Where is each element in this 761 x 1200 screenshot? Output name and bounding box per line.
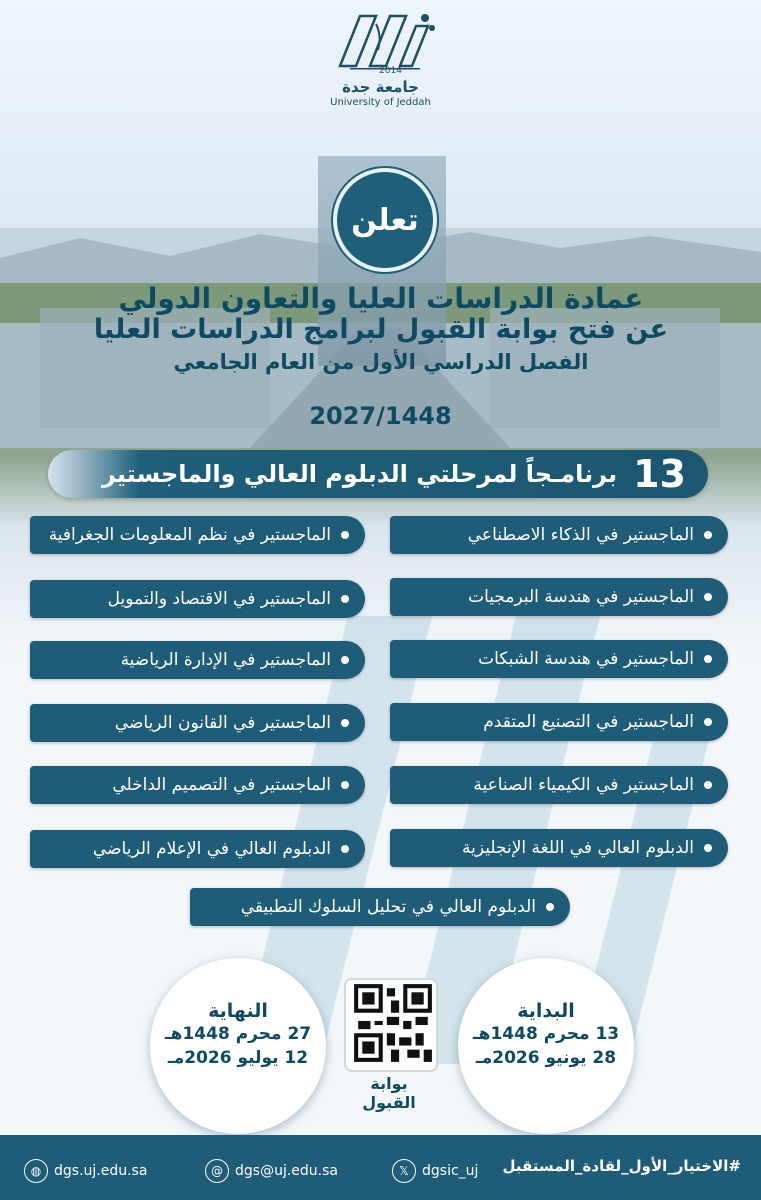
- program-label: الماجستير في القانون الرياضي: [114, 713, 331, 733]
- program-label: الماجستير في الكيمياء الصناعية: [473, 775, 694, 795]
- program-item: [390, 516, 728, 554]
- program-item-center: [190, 888, 570, 926]
- headline-line2: عن فتح بوابة القبول لبرامج الدراسات العليا: [93, 314, 669, 345]
- program-label: الماجستير في التصنيع المتقدم: [483, 712, 694, 732]
- globe-icon: ◍: [24, 1159, 48, 1183]
- program-item: [30, 516, 365, 554]
- end-date-circle: [150, 958, 326, 1134]
- x-twitter-icon: 𝕏: [392, 1159, 416, 1183]
- bullet-icon: [704, 531, 712, 539]
- program-item: [30, 580, 365, 618]
- website-url: dgs.uj.edu.sa: [54, 1163, 148, 1179]
- program-label: الدبلوم العالي في تحليل السلوك التطبيقي: [240, 897, 536, 917]
- program-item: [30, 766, 365, 804]
- program-item: [390, 640, 728, 678]
- program-label: الدبلوم العالي في الإعلام الرياضي: [92, 839, 331, 859]
- start-hijri: 13 محرم 1448هـ: [472, 1024, 620, 1044]
- bullet-icon: [704, 781, 712, 789]
- bullet-icon: [341, 531, 349, 539]
- qr-label: بوابة القبول: [362, 1074, 416, 1112]
- program-label: الماجستير في التصميم الداخلي: [112, 775, 331, 795]
- banner-text: برنامـجاً لمرحلتي الدبلوم العالي والماجستير: [102, 460, 618, 488]
- program-label: الماجستير في هندسة الشبكات: [478, 649, 694, 669]
- end-hijri: 27 محرم 1448هـ: [164, 1024, 312, 1044]
- qr-code-icon: [350, 980, 436, 1066]
- bullet-icon: [704, 718, 712, 726]
- email-address: dgs@uj.edu.sa: [235, 1163, 338, 1179]
- twitter-handle: dgsic_uj: [422, 1163, 479, 1179]
- headline-line3: الفصل الدراسي الأول من العام الجامعي: [173, 350, 589, 374]
- program-label: الماجستير في هندسة البرمجيات: [468, 587, 694, 607]
- programs-banner: [48, 450, 708, 498]
- email-link[interactable]: [205, 1159, 338, 1183]
- program-label: الماجستير في الإدارة الرياضية: [120, 650, 331, 670]
- program-item: [390, 829, 728, 867]
- program-label: الماجستير في الاقتصاد والتمويل: [107, 589, 331, 609]
- website-link[interactable]: [24, 1159, 147, 1183]
- start-title: البداية: [517, 1000, 575, 1022]
- start-date-circle: [458, 958, 634, 1134]
- program-label: الماجستير في الذكاء الاصطناعي: [467, 525, 694, 545]
- bullet-icon: [341, 719, 349, 727]
- university-name-ar: جامعة جدة: [342, 78, 419, 96]
- bullet-icon: [704, 655, 712, 663]
- bullet-icon: [704, 593, 712, 601]
- hashtag: #الاختيار_الأول_لقادة_المستقبل: [502, 1157, 741, 1175]
- logo-year: 2014: [379, 66, 402, 76]
- start-gregorian: 28 يونيو 2026مـ: [475, 1048, 617, 1068]
- bullet-icon: [546, 903, 554, 911]
- bullet-icon: [341, 595, 349, 603]
- program-label: الماجستير في نظم المعلومات الجغرافية: [48, 525, 331, 545]
- program-item: [30, 641, 365, 679]
- twitter-link[interactable]: [392, 1159, 478, 1183]
- end-gregorian: 12 يوليو 2026مـ: [167, 1048, 309, 1068]
- program-item: [30, 704, 365, 742]
- headline-line1: عمادة الدراسات العليا والتعاون الدولي: [118, 282, 644, 315]
- academic-year: 2027/1448: [309, 402, 452, 430]
- end-title: النهاية: [208, 1000, 268, 1022]
- program-item: [390, 766, 728, 804]
- qr-code[interactable]: [344, 978, 438, 1072]
- announce-label: تعلن: [351, 202, 419, 238]
- program-item: [390, 703, 728, 741]
- program-item: [30, 830, 365, 868]
- bullet-icon: [341, 781, 349, 789]
- footer: [0, 1135, 761, 1200]
- program-label: الدبلوم العالي في اللغة الإنجليزية: [462, 838, 694, 858]
- bullet-icon: [341, 845, 349, 853]
- program-item: [390, 578, 728, 616]
- university-name-en: University of Jeddah: [330, 97, 431, 108]
- at-icon: @: [205, 1159, 229, 1183]
- programs-count: 13: [633, 452, 686, 496]
- announce-badge: [333, 168, 437, 272]
- bullet-icon: [341, 656, 349, 664]
- bullet-icon: [704, 844, 712, 852]
